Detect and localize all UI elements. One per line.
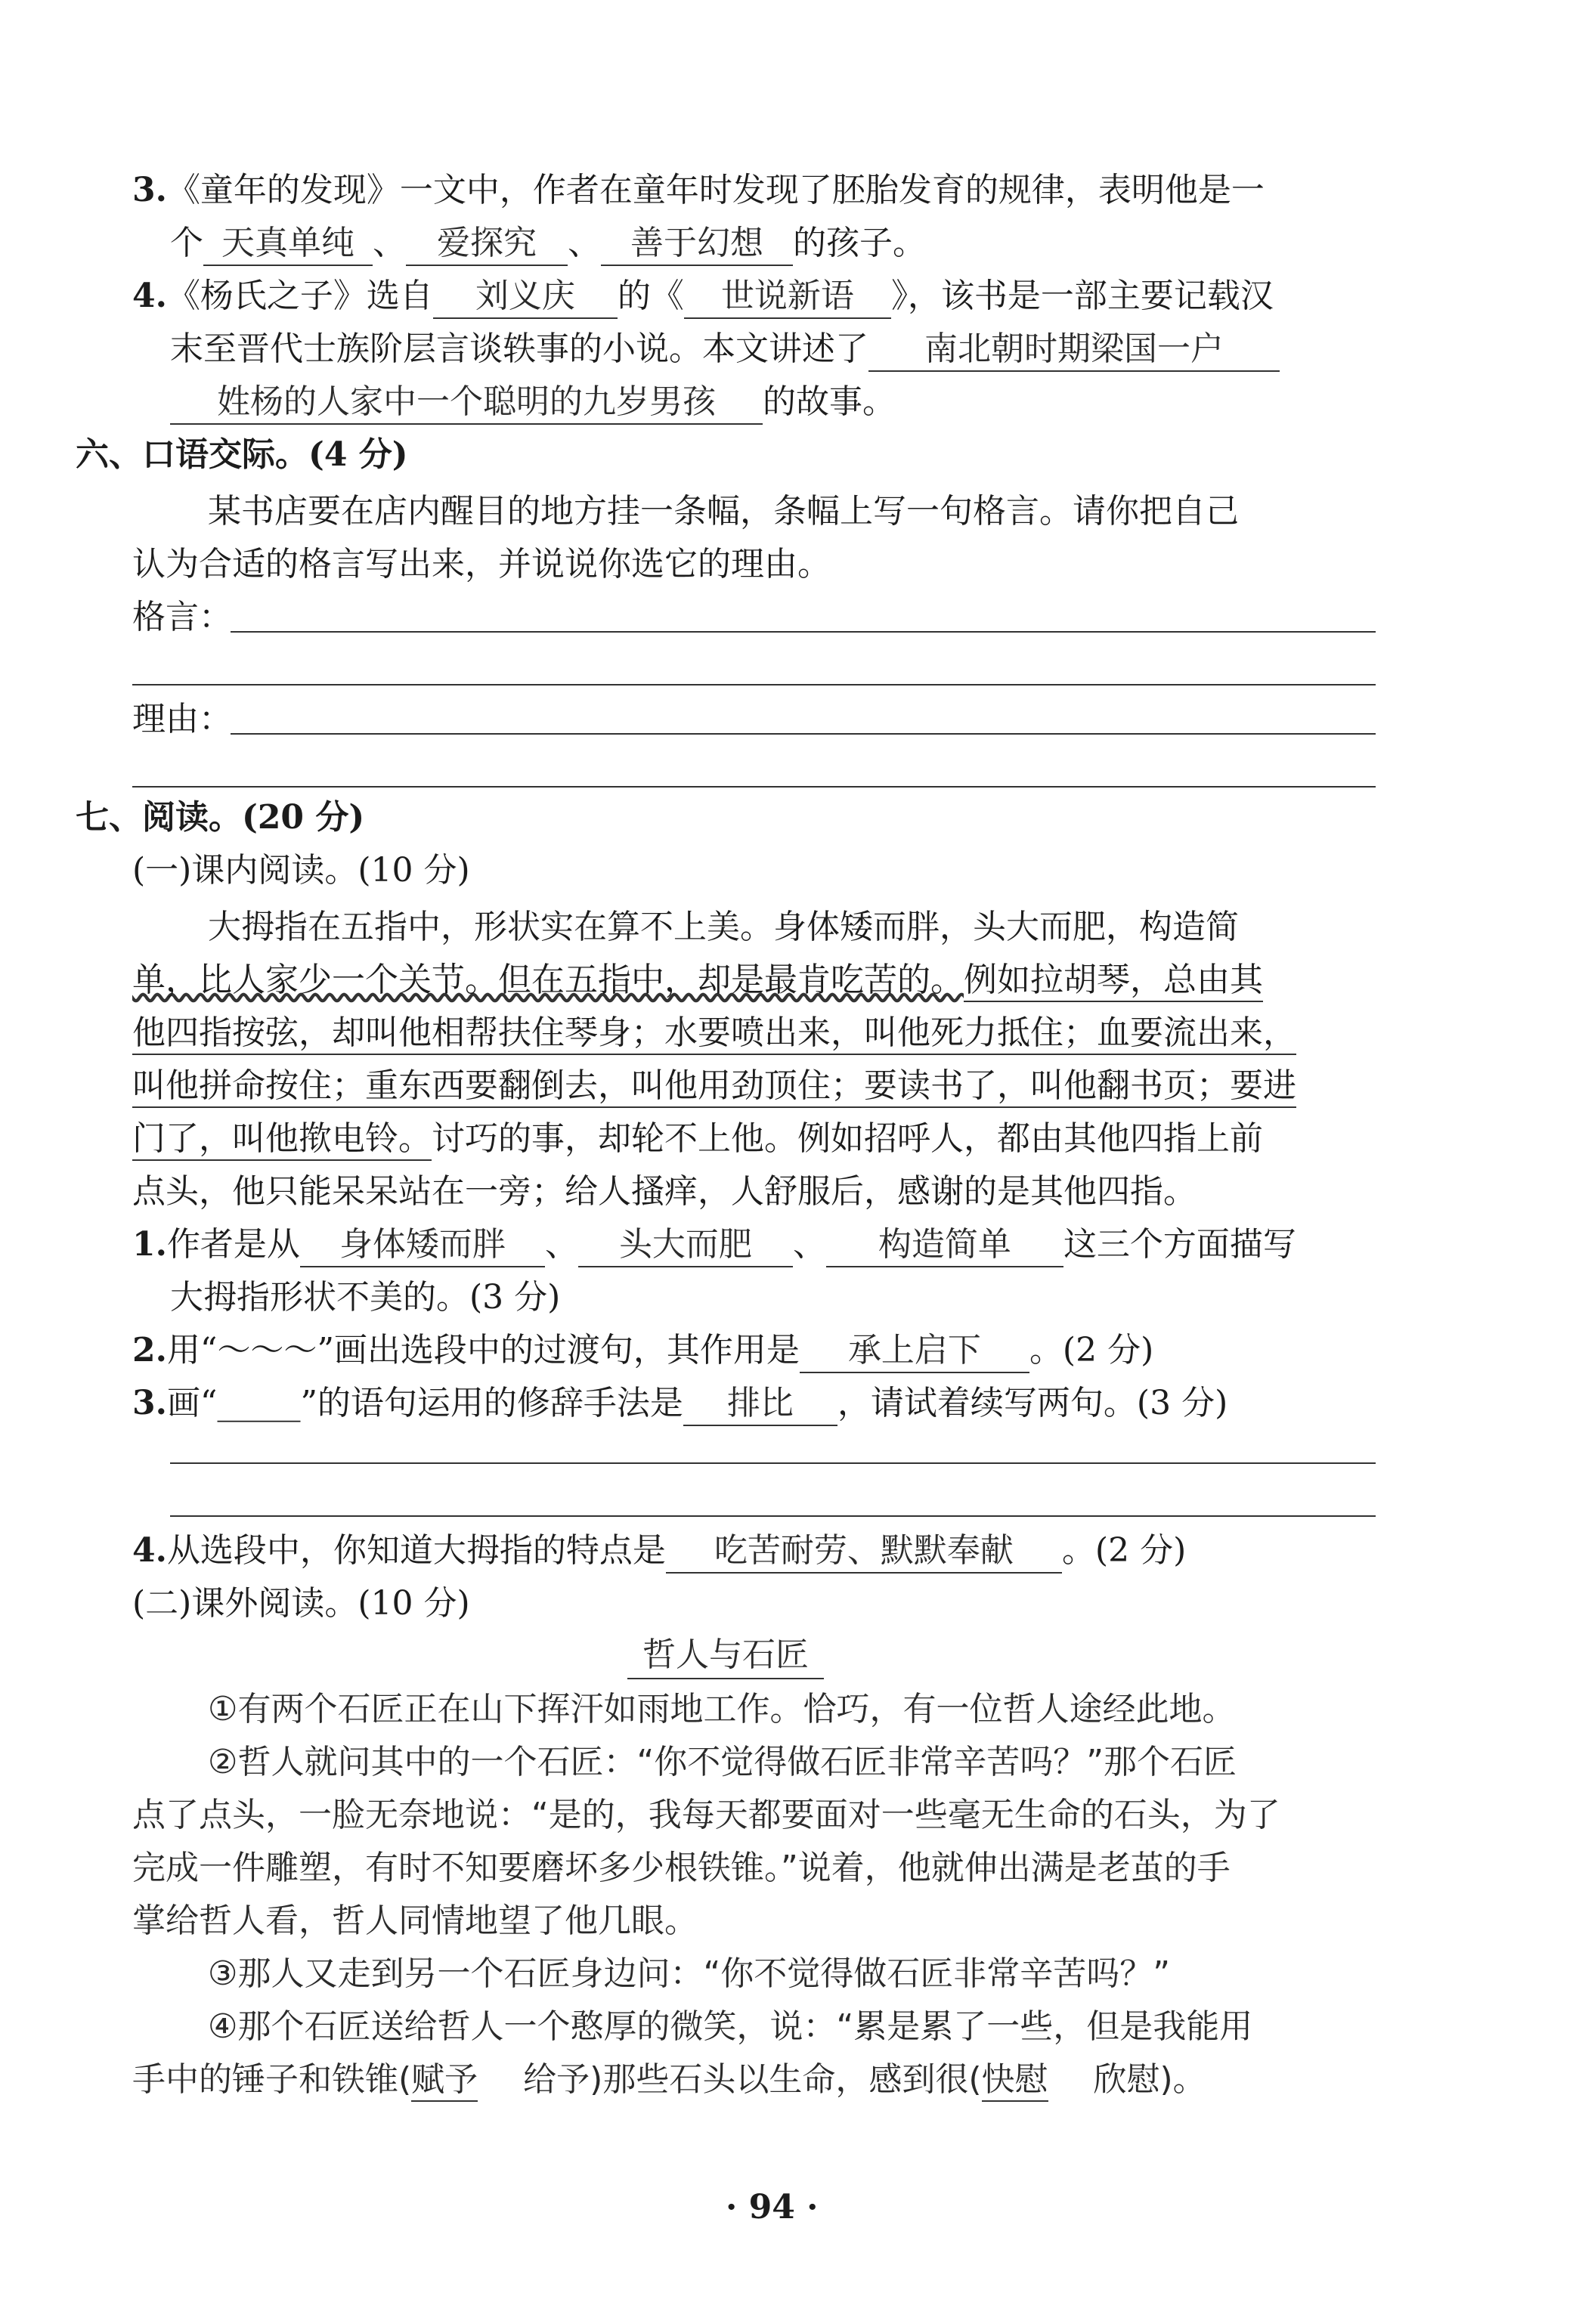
reading-q1-number: 1. <box>132 1225 167 1264</box>
q3-text: 《童年的发现》一文中，作者在童年时发现了胚胎发育的规律，表明他是一 <box>166 171 1265 209</box>
q4-answer-story-a[interactable]: 南北朝时期梁国一户 <box>868 328 1280 372</box>
passage-line-3 <box>132 1009 1296 1057</box>
parallel-sentence-end: 门了，叫他揿电铃。 <box>132 1119 432 1161</box>
passage-line-5 <box>132 1115 1263 1163</box>
q4-text-1: 《杨氏之子》选自 <box>166 277 433 315</box>
story-paragraph-4a: ④那个石匠送给哲人一个憨厚的微笑，说：“累是累了一些，但是我能用 <box>208 2007 1253 2046</box>
q4-answer-author[interactable]: 刘义庆 <box>433 275 618 319</box>
story-paragraph-2a: ②哲人就问其中的一个石匠：“你不觉得做石匠非常辛苦吗？”那个石匠 <box>208 1743 1237 1781</box>
parallel-sentence-line-3: 他四指按弦，却叫他相帮扶住琴身；水要喷出来，叫他死力抵住；血要流出来， <box>132 1013 1296 1055</box>
q4-text-2: 的《 <box>617 277 684 315</box>
story-paragraph-2d: 掌给哲人看，哲人同情地望了他几眼。 <box>132 1902 698 1940</box>
part-2-heading: (二)课外阅读。(10 分) <box>132 1584 470 1623</box>
story-p4b-text-3: )。 <box>1159 2060 1206 2099</box>
parallel-sentence-line-4: 叫他拼命按住；重东西要翻倒去，叫他用劲顶住；要读书了，叫他翻书页；要进 <box>132 1066 1296 1108</box>
q3-text-b2: 的孩子。 <box>793 224 926 262</box>
reading-q2-answer[interactable]: 承上启下 <box>800 1329 1029 1373</box>
q3-answer-3[interactable]: 善于幻想 <box>601 222 793 266</box>
reading-q3-text-2: ”的语句运用的修辞手法是 <box>300 1384 683 1422</box>
q3-text-b1: 个 <box>170 224 203 262</box>
reading-q3-answer-line-1[interactable] <box>170 1462 1376 1464</box>
wavy-line-mark: ～～～ <box>217 1331 317 1369</box>
reading-q4 <box>132 1527 1186 1575</box>
word-choice-2-selected[interactable]: 快慰 <box>982 2060 1048 2102</box>
story-paragraph-3: ③那人又走到另一个石匠身边问：“你不觉得做石匠非常辛苦吗？” <box>208 1954 1171 1993</box>
q3-answer-1[interactable]: 天真单纯 <box>203 222 373 266</box>
reading-q2-number: 2. <box>132 1331 167 1369</box>
reading-q4-text-1: 从选段中，你知道大拇指的特点是 <box>166 1531 666 1570</box>
word-choice-1-other[interactable]: 给予 <box>523 2060 590 2099</box>
reading-q2-text-3: 。(2 分) <box>1029 1331 1154 1369</box>
q3-line2 <box>170 219 926 268</box>
q4-line1 <box>132 272 1274 320</box>
passage-line-5-rest: 讨巧的事，却轮不上他。例如招呼人，都由其他四指上前 <box>432 1119 1263 1158</box>
reading-q1-sep1: 、 <box>544 1225 578 1264</box>
passage-line-2 <box>132 956 1263 1004</box>
story-p4b-text-1: 手中的锤子和铁锥( <box>132 2060 412 2099</box>
reading-q4-number: 4. <box>132 1531 167 1570</box>
reading-q1-answer-2[interactable]: 头大而肥 <box>578 1224 793 1267</box>
reading-q3-text-1: 画“ <box>166 1384 218 1422</box>
q4-text-4: 的故事。 <box>763 382 896 421</box>
story-paragraph-1: ①有两个石匠正在山下挥汗如雨地工作。恰巧，有一位哲人途经此地。 <box>208 1690 1236 1728</box>
reading-q1-line2: 大拇指形状不美的。(3 分) <box>170 1278 561 1317</box>
q4-line2 <box>170 325 1280 373</box>
q4-text-line2: 末至晋代士族阶层言谈轶事的小说。本文讲述了 <box>170 330 868 368</box>
q4-answer-book[interactable]: 世说新语 <box>684 275 891 319</box>
reading-q3-text-3: ，请试着续写两句。(3 分) <box>837 1384 1228 1422</box>
passage-line-1: 大拇指在五指中，形状实在算不上美。身体矮而胖，头大而肥，构造简 <box>208 908 1239 946</box>
story-title: 哲人与石匠 <box>627 1632 824 1679</box>
page-number: · 94 · <box>726 2188 819 2227</box>
reading-q3 <box>132 1379 1228 1428</box>
reading-q2-text-1: 用“ <box>166 1331 218 1369</box>
q4-answer-story-b[interactable]: 姓杨的人家中一个聪明的九岁男孩 <box>170 381 763 425</box>
transition-sentence: 单，比人家少一个关节。但在五指中，却是最肯吃苦的。 <box>132 961 964 999</box>
motto-answer-line-2[interactable] <box>132 684 1376 685</box>
q3-sep1: 、 <box>373 224 406 262</box>
passage-line-6: 点头，他只能呆呆站在一旁；给人搔痒，人舒服后，感谢的是其他四指。 <box>132 1172 1197 1211</box>
q3-answer-2[interactable]: 爱探究 <box>406 222 568 266</box>
word-choice-1-selected[interactable]: 赋予 <box>411 2060 478 2102</box>
reading-q4-answer[interactable]: 吃苦耐劳、默默奉献 <box>666 1530 1062 1574</box>
motto-answer-line[interactable] <box>231 631 1376 633</box>
parallel-sentence-start: 例如拉胡琴，总由其 <box>964 961 1263 1002</box>
word-choice-2-other[interactable]: 欣慰 <box>1093 2060 1160 2099</box>
section-7-heading: 七、阅读。(20 分) <box>76 798 365 837</box>
reason-label: 理由： <box>132 700 232 738</box>
s6-paragraph-2: 认为合适的格言写出来，并说说你选它的理由。 <box>132 545 831 583</box>
story-paragraph-4b <box>132 2056 1206 2104</box>
reason-answer-line-2[interactable] <box>132 786 1376 788</box>
passage-line-4 <box>132 1062 1296 1110</box>
story-paragraph-2b: 点了点头，一脸无奈地说：“是的，我每天都要面对一些毫无生命的石头，为了 <box>132 1796 1280 1834</box>
q3-sep2: 、 <box>568 224 601 262</box>
part-1-heading: (一)课内阅读。(10 分) <box>132 851 470 890</box>
reading-q1-text-1: 作者是从 <box>166 1225 300 1264</box>
reading-q1-answer-3[interactable]: 构造简单 <box>826 1224 1063 1267</box>
q4-text-3: 》，该书是一部主要记载汉 <box>890 277 1274 315</box>
s6-paragraph-1: 某书店要在店内醒目的地方挂一条幅，条幅上写一句格言。请你把自己 <box>208 492 1239 531</box>
q3-line1 <box>132 166 1265 215</box>
q4-line3 <box>170 378 896 426</box>
reading-q2 <box>132 1326 1153 1375</box>
reason-answer-line[interactable] <box>231 733 1376 735</box>
q3-number: 3. <box>132 171 167 209</box>
reading-q1-text-2: 这三个方面描写 <box>1063 1225 1296 1264</box>
straight-line-mark: _____ <box>217 1384 301 1422</box>
reading-q3-number: 3. <box>132 1384 167 1422</box>
reading-q1-line1 <box>132 1221 1296 1269</box>
story-p4b-text-2: )那些石头以生命，感到很( <box>590 2060 982 2099</box>
section-6-heading: 六、口语交际。(4 分) <box>76 435 408 474</box>
reading-q1-answer-1[interactable]: 身体矮而胖 <box>300 1224 545 1267</box>
reading-q2-text-2: ”画出选段中的过渡句，其作用是 <box>317 1331 800 1369</box>
q4-number: 4. <box>132 277 167 315</box>
reading-q3-answer-line-2[interactable] <box>170 1515 1376 1517</box>
reading-q1-sep2: 、 <box>792 1225 826 1264</box>
motto-label: 格言： <box>132 598 232 636</box>
reading-q3-answer[interactable]: 排比 <box>683 1382 837 1426</box>
reading-q4-text-2: 。(2 分) <box>1061 1531 1187 1570</box>
story-paragraph-2c: 完成一件雕塑，有时不知要磨坏多少根铁锥。”说着，他就伸出满是老茧的手 <box>132 1849 1231 1887</box>
